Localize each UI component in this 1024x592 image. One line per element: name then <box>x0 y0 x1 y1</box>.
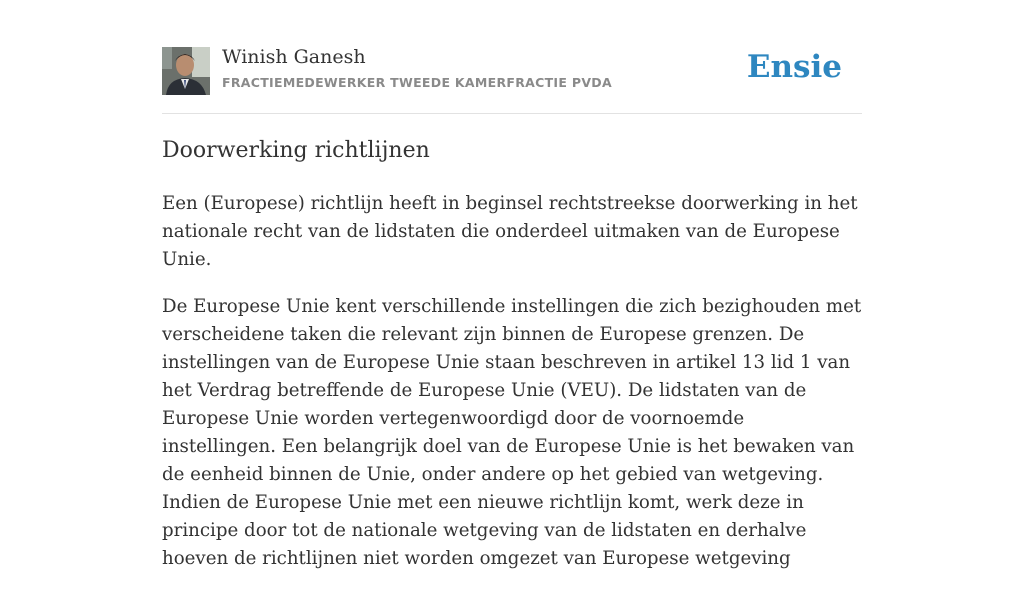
article-paragraph: Een (Europese) richtlijn heeft in beginsel rechtstreekse doorwerking in het nationale recht van de lidstaten die onderdeel uitmaken van de Europese Unie. <box>162 193 858 270</box>
ensie-logo[interactable]: Ensie <box>746 49 842 85</box>
author-avatar[interactable] <box>162 47 210 95</box>
avatar-photo-icon <box>162 47 210 95</box>
article-paragraph: De Europese Unie kent verschillende instellingen die zich bezighouden met verscheidene taken die relevant zijn binnen de Europese grenzen. De instellingen van de Europese Unie staan beschreven in artikel 13 lid 1 van het Verdrag betreffende de Europese Unie (VEU). De lidstaten van de Europese Unie worden vertegenwoordigd door de voornoemde instellingen. Een belangrijk doel van de Europese Unie is het bewaken van de eenheid binnen de Unie, onder andere op het gebied van wetgeving. Indien de Europese Unie met een nieuwe richtlijn komt, werk deze in principe door tot de nationale wetgeving van de lidstaten en derhalve hoeven de richtlijnen niet worden omgezet van Europese wetgeving <box>162 296 862 569</box>
article-title: Doorwerking richtlijnen <box>162 138 430 163</box>
author-name[interactable]: Winish Ganesh <box>222 46 366 68</box>
article-body <box>162 190 862 592</box>
author-role: FRACTIEMEDEWERKER TWEEDE KAMERFRACTIE PVDA <box>222 75 612 90</box>
author-header <box>162 45 862 114</box>
